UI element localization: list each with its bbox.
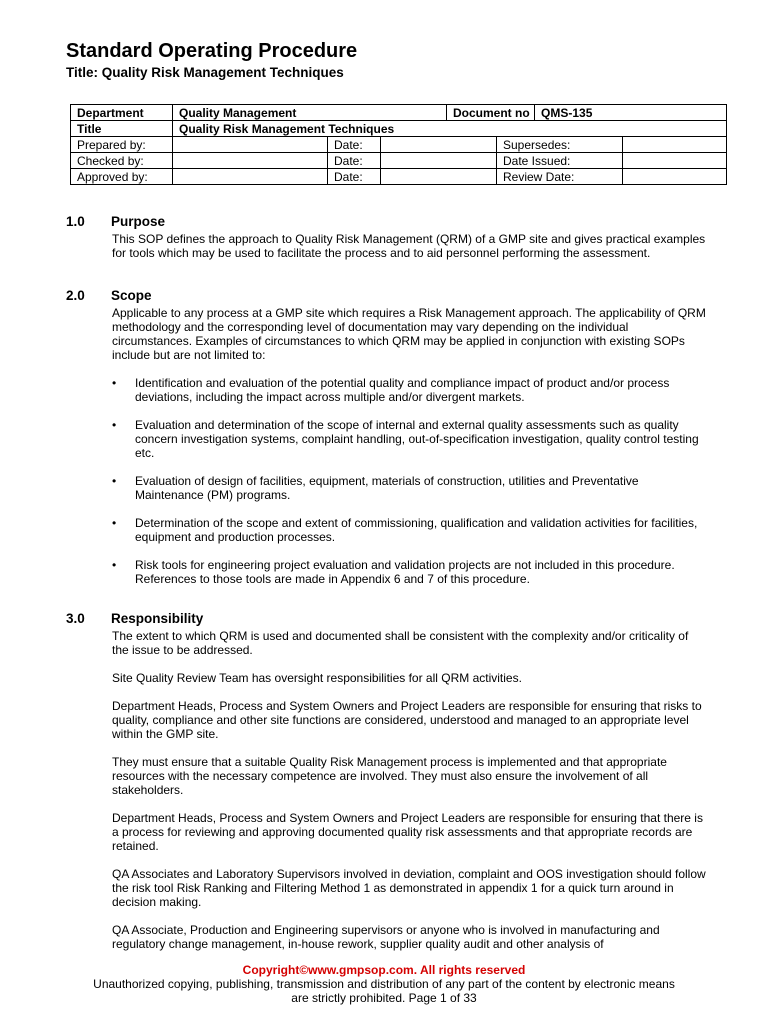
bullet-icon: •	[112, 558, 117, 572]
checked-by-value	[173, 153, 328, 169]
section-heading	[66, 214, 706, 232]
list-item: • Determination of the scope and extent of commissioning, qualification and validation activities for facilities, equipment and production processes.	[112, 516, 698, 544]
title-label: Title	[71, 121, 173, 137]
date-label: Date:	[328, 169, 381, 185]
paragraph: QA Associate, Production and Engineering supervisors or anyone who is involved in manufacturing and regulatory change management, in-house rework, supplier quality audit and other analysis of	[112, 923, 660, 951]
department-value: Quality Management	[173, 105, 447, 121]
paragraph: QA Associates and Laboratory Supervisors involved in deviation, complaint and OOS investigation should follow the risk tool Risk Ranking and Filtering Method 1 as demonstrated in appendix 1 for a quick turn around in decision making.	[112, 867, 706, 909]
section-heading	[66, 288, 706, 306]
date-issued-label: Date Issued:	[497, 153, 623, 169]
paragraph: The extent to which QRM is used and documented shall be consistent with the complexity and/or criticality of the issue to be addressed.	[112, 629, 689, 657]
date-value	[381, 137, 497, 153]
copyright-notice: Copyright©www.gmpsop.com. All rights reserved	[242, 963, 526, 977]
department-label: Department	[71, 105, 173, 121]
footer-notice-line: Unauthorized copying, publishing, transmission and distribution of any part of the content by electronic means	[93, 977, 675, 991]
bullet-icon: •	[112, 418, 117, 432]
scope-bullet-list	[112, 376, 706, 586]
table-row	[71, 169, 727, 185]
date-value	[381, 153, 497, 169]
document-subtitle: Title: Quality Risk Management Techniques	[66, 65, 344, 80]
section-body	[112, 629, 706, 951]
paragraph: Department Heads, Process and System Owners and Project Leaders are responsible for ensuring that there is a process for reviewing and approving documented quality risk assessments and that appropriate records are retained.	[112, 811, 703, 853]
document-title: Standard Operating Procedure	[66, 40, 358, 62]
list-item: • Evaluation and determination of the scope of internal and external quality assessments such as quality concern investigation systems, complaint handling, out-of-specification investigation, quality control testing etc.	[112, 418, 699, 460]
paragraph: This SOP defines the approach to Quality Risk Management (QRM) of a GMP site and gives practical examples for tools which may be used to facilitate the process and to aid personnel performing the assessment.	[112, 232, 706, 260]
document-no-value: QMS-135	[535, 105, 727, 121]
paragraph: They must ensure that a suitable Quality Risk Management process is implemented and that appropriate resources with the necessary competence are involved. They must also ensure the involvement of all stakeholders.	[112, 755, 667, 797]
review-date-value	[623, 169, 727, 185]
bullet-icon: •	[112, 474, 117, 488]
section-title: Purpose	[111, 214, 166, 229]
section-scope	[66, 288, 706, 586]
page-footer	[0, 963, 768, 1005]
table-row	[71, 153, 727, 169]
section-number: 2.0	[66, 288, 85, 303]
document-control-table	[70, 104, 727, 185]
review-date-label: Review Date:	[497, 169, 623, 185]
title-value: Quality Risk Management Techniques	[173, 121, 727, 137]
section-purpose	[66, 214, 706, 260]
footer-notice-line: are strictly prohibited. Page 1 of 33	[291, 991, 477, 1005]
section-number: 3.0	[66, 611, 85, 626]
date-value	[381, 169, 497, 185]
section-body	[112, 232, 706, 260]
list-item: • Identification and evaluation of the potential quality and compliance impact of product and/or process deviations, including the impact across multiple and/or divergent markets.	[112, 376, 670, 404]
table-row	[71, 105, 727, 121]
date-label: Date:	[328, 137, 381, 153]
approved-by-label: Approved by:	[71, 169, 173, 185]
paragraph: Department Heads, Process and System Owners and Project Leaders are responsible for ensuring that risks to quality, compliance and other site functions are considered, understood and managed to an appropriate level within the GMP site.	[112, 699, 702, 741]
supersedes-value	[623, 137, 727, 153]
prepared-by-label: Prepared by:	[71, 137, 173, 153]
section-body	[112, 306, 706, 586]
bullet-icon: •	[112, 516, 117, 530]
section-responsibility	[66, 611, 706, 951]
supersedes-label: Supersedes:	[497, 137, 623, 153]
section-heading	[66, 611, 706, 629]
paragraph: Applicable to any process at a GMP site which requires a Risk Management approach. The applicability of QRM methodology and the corresponding level of documentation may vary depending on the individual circumstances. Examples of circumstances to which QRM may be applied in conjunction with existing SOPs include but are not limited to:	[112, 306, 706, 362]
section-number: 1.0	[66, 214, 85, 229]
paragraph: Site Quality Review Team has oversight responsibilities for all QRM activities.	[112, 671, 522, 685]
table-row	[71, 137, 727, 153]
prepared-by-value	[173, 137, 328, 153]
checked-by-label: Checked by:	[71, 153, 173, 169]
approved-by-value	[173, 169, 328, 185]
list-item: • Evaluation of design of facilities, equipment, materials of construction, utilities and Preventative Maintenance (PM) programs.	[112, 474, 639, 502]
date-issued-value	[623, 153, 727, 169]
document-no-label: Document no	[447, 105, 535, 121]
bullet-icon: •	[112, 376, 117, 390]
section-title: Responsibility	[111, 611, 204, 626]
table-row	[71, 121, 727, 137]
date-label: Date:	[328, 153, 381, 169]
list-item: • Risk tools for engineering project evaluation and validation projects are not included in this procedure. References to those tools are made in Appendix 6 and 7 of this procedure.	[112, 558, 675, 586]
section-title: Scope	[111, 288, 152, 303]
